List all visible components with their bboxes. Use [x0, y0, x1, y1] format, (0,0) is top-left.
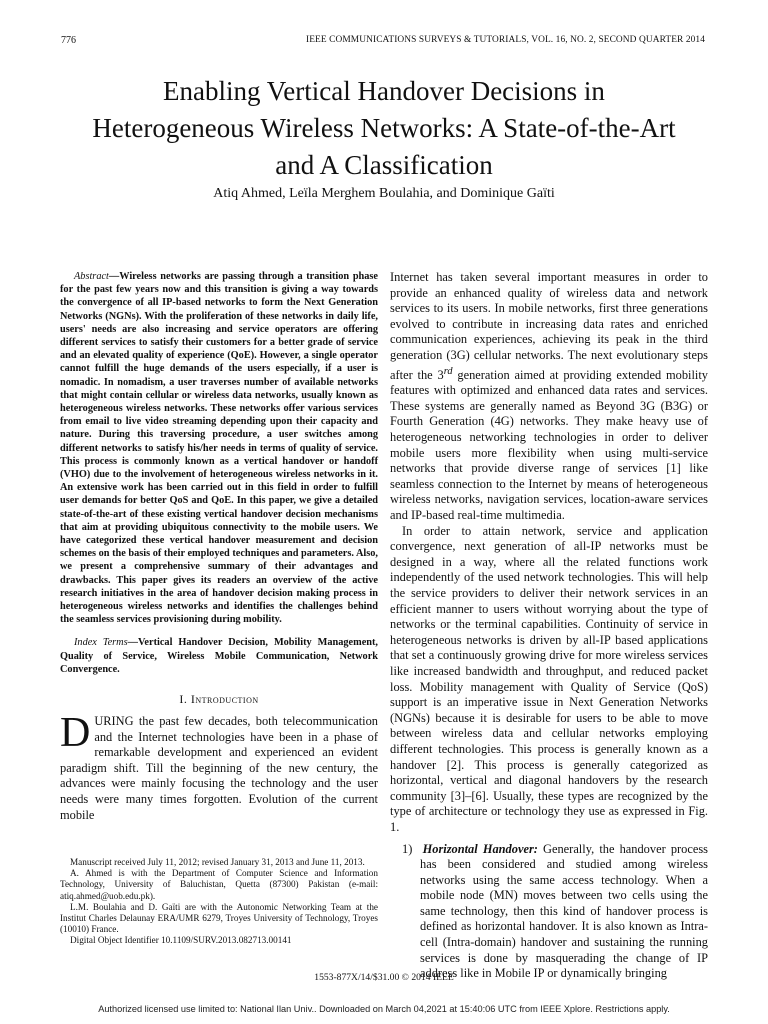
section-title: Introduction	[190, 692, 259, 707]
index-terms-text: —Vertical Handover Decision, Mobility Management, Quality of Service, Wireless Mobile Communication, Network Convergence.	[60, 637, 378, 675]
journal-header: IEEE COMMUNICATIONS SURVEYS & TUTORIALS, VOL. 16, NO. 2, SECOND QUARTER 2014	[305, 35, 705, 45]
list-number: 1)	[402, 841, 413, 856]
list-text: Generally, the handover process has been considered and studied among wireless networks using the same access technology. When a mobile node (MN) moves between two cells using the same technology, then this kind of handover process is defined as horizontal handover. It is also known as Intra-cell (Intra-domain) handover and sustaining the running services is done by masquerading the change of IP address like in Mobile IP or dynamically bringing	[420, 841, 708, 981]
body-paragraph-2: In order to attain network, service and application convergence, next generation of all-IP networks must be designed in a way, where all the related functions work independently of the used network technologies. This will help the service providers to deliver their network services in an efficient manner to users without worrying about the type of networks or the terminal capabilities. Continuity of service in heterogeneous networks is driven by all-IP based applications that set a continuously growing drive for more wireless services like increased bandwidth and throughput, and reduced packet loss. Mobility management with Quality of Service (QoS) support is an imperative issue in Next Generation Networks (NGNs) because it is desirable for users to be able to move between wireless data and cellular networks employing different technologies. This process is generally known as a handover [2]. This process is generally categorized as horizontal, vertical and diagonal handovers by the research community [3]–[6]. Usually, these types are recognized by the type of architecture or technology they use as expressed in Fig. 1.	[390, 523, 708, 834]
footnote-author-1: A. Ahmed is with the Department of Computer Science and Information Technology, University of Baluchistan, Quetta (87300) Pakistan (e-mail: atiq.ahmed@uob.edu.pk).	[60, 868, 378, 901]
drop-cap: D	[60, 710, 91, 757]
paper-title: Enabling Vertical Handover Decisions in Heterogeneous Wireless Networks: A State-of-the-Art and A Classification	[92, 76, 676, 180]
footnote-manuscript: Manuscript received July 11, 2012; revised January 31, 2013 and June 11, 2013.	[70, 857, 365, 867]
copyright-line: 1553-877X/14/$31.00 © 2014 IEEE	[314, 972, 454, 983]
para1-before: Internet has taken several important measures in order to provide an enhanced quality of wireless data and network services to its users. In mobile networks, first three generations evolved to contribute in increasing data rates and enriched communication experiences, achieving its peak in the third generation (3G) cellular networks. The next evolutionary steps after the 3	[390, 270, 708, 382]
index-terms-lead: Index Terms	[74, 637, 128, 649]
section-heading	[60, 692, 378, 706]
index-terms	[60, 636, 378, 676]
left-column	[60, 270, 378, 823]
abstract-lead: Abstract	[74, 271, 109, 282]
para1-after: generation aimed at providing extended mobility features with optimized and enhanced data rates and services. These systems are generally named as Beyond 3G (B3G) or Fourth Generation (4G) networks. They make heavy use of heterogeneous networking technologies in order to deliver mobile users more flexibility when using multi-service networks that provide diverse range of services [1] like seamless connection to the Internet by means of heterogeneous wireless networks, navigation services, location-aware services and IP-based real-time multimedia.	[390, 367, 708, 523]
section-number: I.	[179, 692, 188, 707]
license-notice: Authorized licensed use limited to: National Ilan Univ.. Downloaded on March 04,2021 at 15:40:06 UTC from IEEE Xplore. Restrictions apply.	[98, 1004, 670, 1014]
paper-authors: Atiq Ahmed, Leïla Merghem Boulahia, and Dominique Gaïti	[213, 186, 555, 201]
right-column	[390, 270, 708, 982]
abstract-text: —Wireless networks are passing through a transition phase for the past few years now and this transition is giving a way towards the convergence of all IP-based networks to form the Next Generation Networks (NGNs). With the proliferation of these networks in daily life, users' needs are also increasing and service operators are offering different services to satisfy their customers for a better grade of service and an elevated quality of experience (QoE). However, a single operator cannot fulfill the huge demands of the users especially, if a user is nomadic. In nomadism, a user traverses number of available networks that might contain cellular or wireless data networks, usually known as heterogeneous wireless networks. These networks offer various services from email to live video streaming depending upon their capacity and nature. During this traversing procedure, a user switches among different networks to satisfy his/her needs in terms of quality of service. This process is commonly known as a vertical handover or handoff (VHO) due to the involvement of heterogeneous wireless networks in it. An extensive work has been carried out in this field in order to fulfill user demands for better QoS and QoE. In this paper, we give a detailed state-of-the-art of these existing vertical handover decision mechanisms that aim at providing ubiquitous connectivity to the mobile users. We have categorized these vertical handover measurement and decision schemes on the basis of their employed techniques and parameters. Also, we present a comprehensive summary of their advantages and drawbacks. This paper gives its readers an overview of the active research initiatives in the area of handover decision making process in heterogeneous wireless networks and identifies the challenges behind the seamless services provisioning during mobility.	[60, 271, 378, 626]
footnote-author-2: L.M. Boulahia and D. Gaïti are with the Autonomic Networking Team at the Institut Charles Delaunay ERA/UMR 6279, Troyes University of Technology, Troyes (10010) France.	[60, 901, 378, 935]
intro-paragraph	[60, 710, 378, 823]
body-paragraph-1	[390, 270, 708, 524]
list-item-horizontal-handover	[390, 842, 708, 982]
list-label: Horizontal Handover:	[422, 841, 538, 856]
abstract	[60, 270, 378, 626]
intro-text: URING the past few decades, both telecommunication and the Internet technologies have been in a phase of remarkable development and experienced an evident paradigm shift. Till the beginning of the new century, the advances were mainly focusing the technology and the user needs were many times forgotten. Evolution of the current mobile	[60, 714, 378, 822]
footnotes	[60, 857, 378, 947]
footnote-doi: Digital Object Identifier 10.1109/SURV.2013.082713.00141	[70, 935, 292, 946]
para1-superscript: rd	[443, 365, 453, 377]
page-number: 776	[61, 35, 76, 46]
